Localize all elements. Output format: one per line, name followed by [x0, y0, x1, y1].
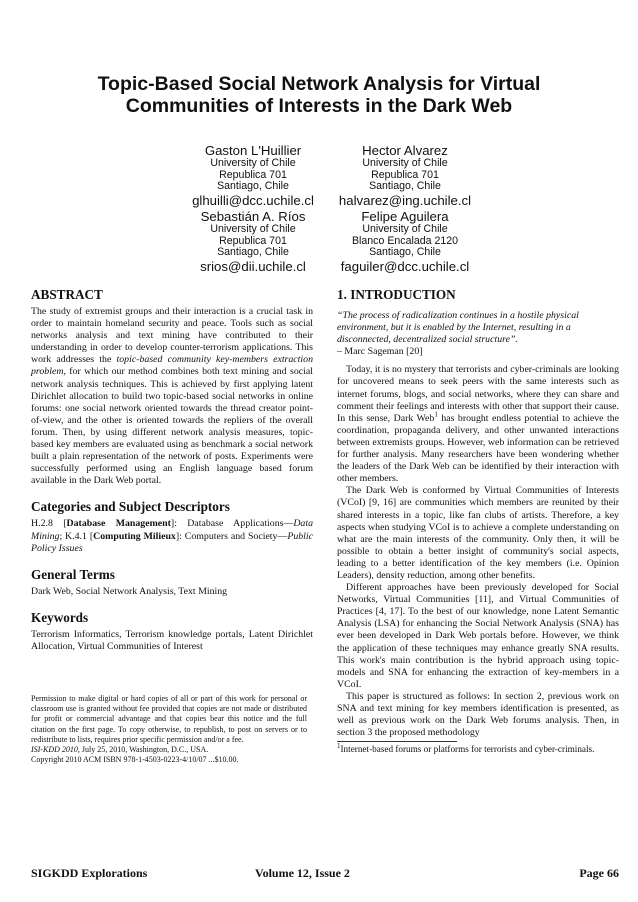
author-affiliation: University of Chile — [362, 223, 448, 235]
cat-em: Public Policy Issues — [31, 530, 314, 554]
abstract-text-part: , for which our method combines both text mining and social network analysis techniques. This is achieved by first applying latent Dirichlet allocation to build two topic-based social networks in online forums: one social network oriented towards the thread creator point-of-view, and the other is oriented towards the repliers of the overall forum. Then, by using different network analysis measures, topic-based key members are evaluated using as benchmark a social network built a plain representation of the network of posts. Experiments were successfully performed using an English language based forum available in the Dark Web portal. — [31, 366, 313, 487]
general-terms-text: Dark Web, Social Network Analysis, Text Mining — [31, 585, 228, 597]
permission-text: Permission to make digital or hard copies of all or part of this work for personal or classroom use is granted without fee provided that copies are not made or distributed for profit or commercial advantage and that copies bear this notice and the full citation on the first page. To copy otherwise, to republish, to post on servers or to redistribute to lists, requires prior specific permission and/or a fee. — [31, 694, 307, 744]
cat-text: H.2.8 [ — [31, 518, 67, 530]
cat-bold: Computing Milieux — [93, 530, 176, 542]
author-3 — [168, 209, 338, 275]
author-affiliation: University of Chile — [210, 157, 296, 169]
keywords-heading: Keywords — [31, 609, 89, 625]
general-terms-heading: General Terms — [31, 566, 115, 582]
intro-text: has brought endless potential to achieve the coordination, propaganda delivery, and other unwanted interactions between extremists groups. However, web information can be retrieved for further analysis. Many researchers have been wondering whether the leaders of the Dark Web can be identified by their interaction with other members. — [337, 412, 619, 485]
abstract-emphasis: topic-based community key-members extraction problem — [31, 354, 313, 378]
intro-text: Today, it is no mystery that terrorists and cyber-criminals are looking for uncovered means to seek peers with the same interests such as internet forums, blogs, and social networks, where they can share and comment their feelings and interests with other that support their cause. In this sense, Dark Web — [337, 364, 619, 424]
intro-heading: 1. INTRODUCTION — [337, 287, 456, 302]
categories-text — [31, 518, 313, 554]
author-affiliation: University of Chile — [210, 223, 296, 235]
keywords-text: Terrorism Informatics, Terrorism knowledge portals, Latent Dirichlet Allocation, Virtual Communities of Interest — [31, 628, 313, 652]
footnote-divider — [337, 741, 457, 742]
intro-paragraph-4: This paper is structured as follows: In section 2, previous work on SNA and text mining for key members identification is presented, as well as previous work on the Dark Web forums analysis. Then, in section 3 the proposed methodology — [337, 690, 619, 739]
author-name: Gaston L'Huillier — [204, 143, 302, 158]
abstract-text — [31, 306, 313, 487]
cat-text: ; K.4.1 [ — [59, 530, 94, 542]
author-city: Santiago, Chile — [369, 180, 441, 193]
author-name: Sebastián A. Ríos — [200, 209, 306, 224]
author-email: halvarez@ing.uchile.cl — [338, 192, 472, 208]
author-email: srios@dii.uchile.cl — [200, 258, 306, 274]
cat-bold: Database Management — [66, 518, 171, 530]
author-email: faguiler@dcc.uchile.cl — [340, 258, 470, 274]
author-affiliation: University of Chile — [362, 157, 448, 169]
author-address: Republica 701 — [371, 168, 439, 181]
left-column — [31, 287, 313, 653]
footer-volume: Volume 12, Issue 2 — [255, 866, 350, 880]
author-address: Blanco Encalada 2120 — [351, 234, 459, 247]
keywords-section — [31, 610, 313, 653]
intro-paragraph-3: Different approaches have been previously developed for Social Networks, Virtual Communities [11], and Virtual Communities of Practices [4, 17]. To the best of our knowledge, none Latent Semantic Analysis (LSA) for enhancing the Social Network Analysis (SNA) has ever been developed in Dark Web portals before. However, we think the application of these techniques may enhance greatly SNA results. This work's main contribution is the hybrid approach using topic-models and SNA for enhancing the extraction of key-members in a VCoI. — [337, 582, 619, 690]
author-address: Republica 701 — [219, 234, 287, 247]
categories-heading: Categories and Subject Descriptors — [31, 499, 230, 515]
footnote — [337, 744, 619, 755]
author-city: Santiago, Chile — [369, 246, 441, 259]
author-4 — [320, 209, 490, 275]
venue-details: , July 25, 2010, Washington, D.C., USA. — [77, 745, 209, 755]
epigraph-author: – Marc Sageman [20] — [337, 346, 423, 358]
author-name: Hector Alvarez — [362, 143, 448, 158]
intro-paragraph-1 — [337, 364, 619, 485]
intro-paragraph-2: The Dark Web is conformed by Virtual Communities of Interests (VCoI) [9, 16] are communities which members are reunited by their shared interests in a topic, like fan clubs of artists. Therefore, a key aspects when studying VCoI is to achieve a complete understanding on what are the main interests of the community. Only then, it will be possible to obtain a better insight of community's social aspects, leading to a better identification of the key members (i.e. Opinion Leaders), density reduction, among other benefits. — [337, 485, 619, 581]
abstract-text-part: The study of extremist groups and their interaction is a crucial task in order to maintain homeland security and peace. Tools such as social networks analysis and text mining have contributed to their understanding in order to develop counter-terrorism applications. This work addresses the — [31, 306, 313, 366]
title-line-1: Topic-Based Social Network Analysis for Virtual — [97, 73, 541, 95]
author-address: Republica 701 — [219, 168, 287, 181]
abstract-heading: ABSTRACT — [31, 287, 103, 302]
cat-text: ]: Computers and Society— — [175, 530, 288, 542]
venue-line — [31, 745, 307, 755]
cat-em: Data Mining — [31, 518, 313, 542]
footnote-text: Internet-based forums or platforms for terrorists and cyber-criminals. — [340, 744, 595, 755]
author-2 — [320, 143, 490, 209]
copyright-line: Copyright 2010 ACM ISBN 978-1-4503-0223-4/10/07 ...$10.00. — [31, 755, 239, 765]
author-1 — [168, 143, 338, 209]
epigraph-quote: “The process of radicalization continues in a hostile physical environment, but it is enabled by the Internet, resulting in a disconnected, decentralized social structure”. — [337, 310, 579, 346]
footnote-number: 1 — [337, 742, 341, 751]
author-email: glhuilli@dcc.uchile.cl — [192, 192, 314, 208]
categories-section — [31, 499, 313, 554]
permission-notice — [31, 694, 307, 765]
venue-name: ISI-KDD 2010 — [31, 745, 78, 755]
author-name: Felipe Aguilera — [361, 209, 449, 224]
author-city: Santiago, Chile — [217, 246, 289, 259]
cat-text: ]: Database Applications— — [170, 518, 294, 530]
right-column — [337, 287, 619, 755]
author-city: Santiago, Chile — [217, 180, 289, 193]
footer-journal: SIGKDD Explorations — [31, 866, 148, 880]
title-line-2: Communities of Interests in the Dark Web — [125, 95, 513, 117]
paper-title — [0, 73, 638, 117]
footer-page: Page 66 — [579, 866, 619, 880]
footnote-marker: 1 — [434, 410, 438, 419]
general-terms-section — [31, 567, 313, 598]
